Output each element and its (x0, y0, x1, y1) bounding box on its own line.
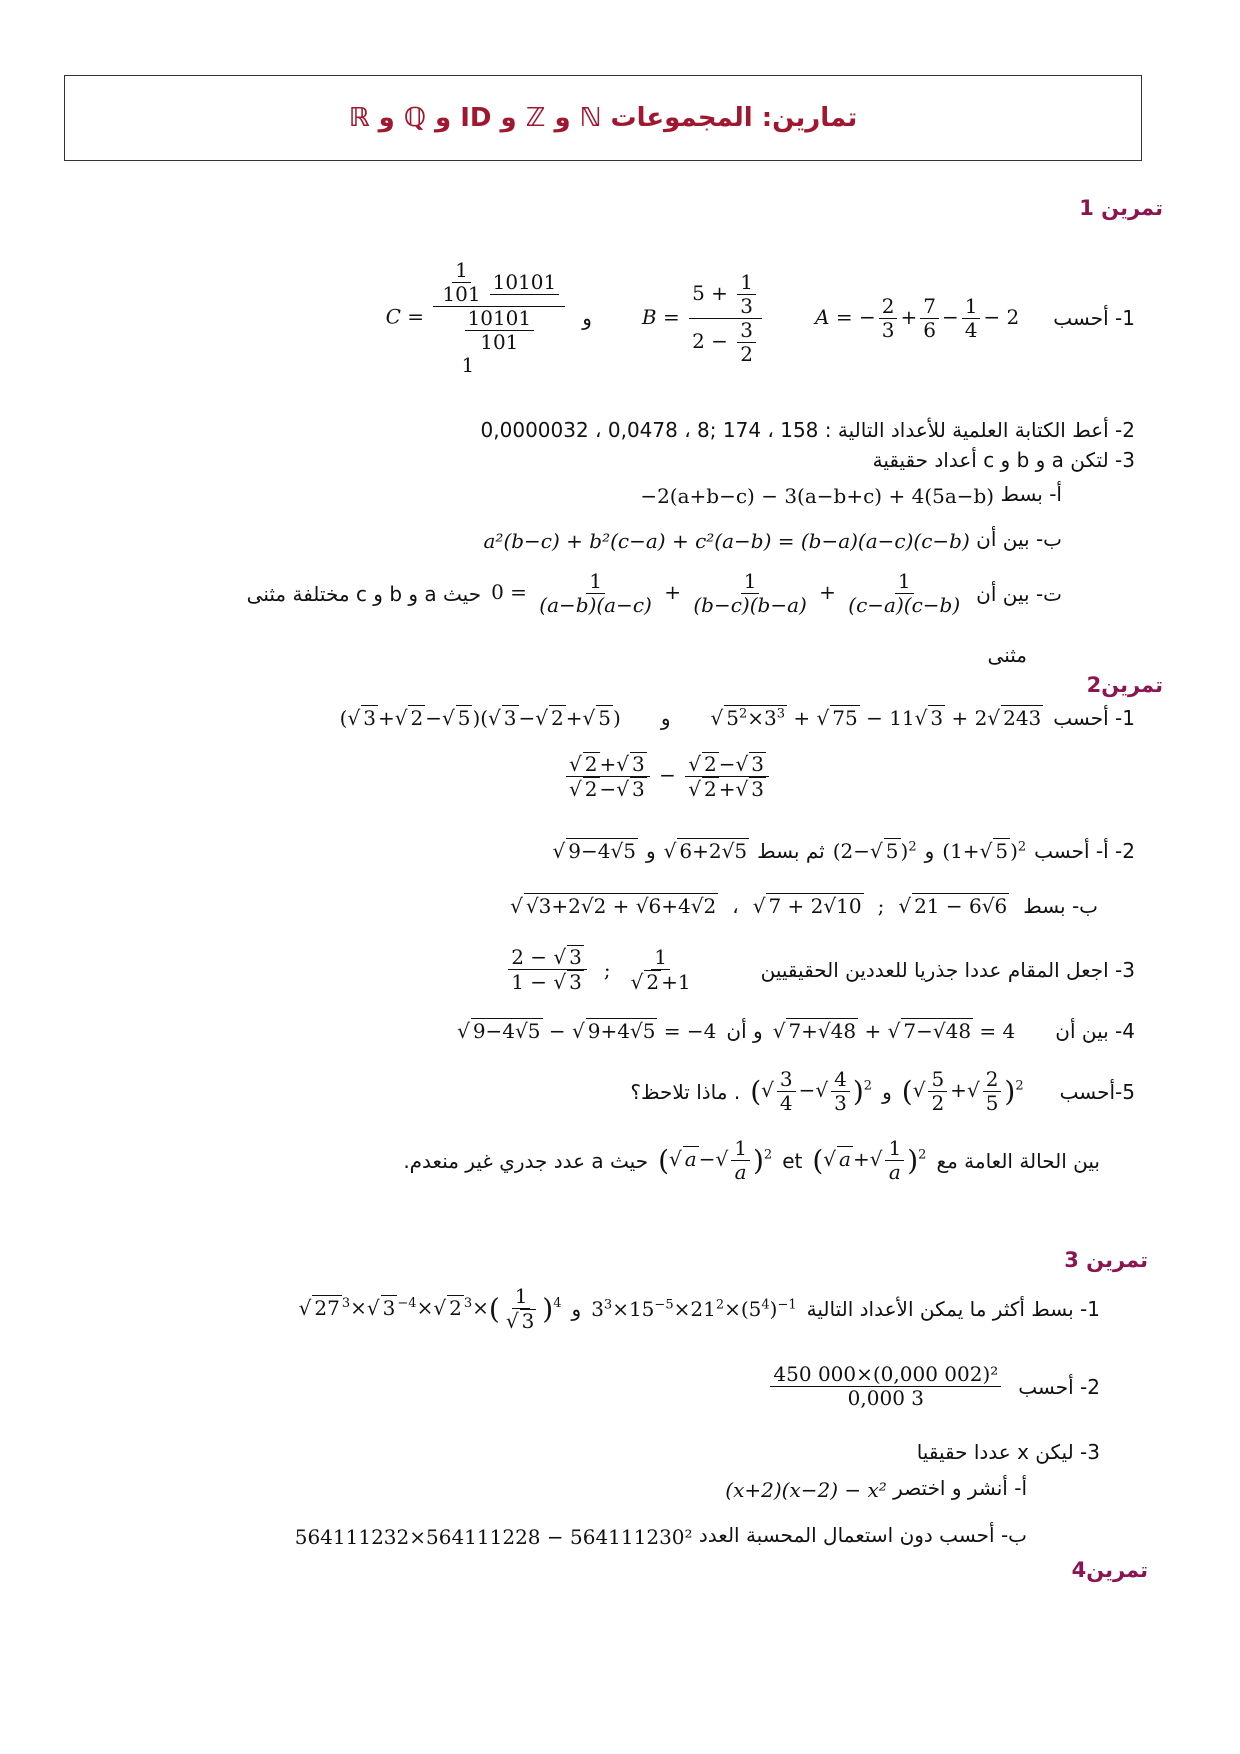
ex1-q3b-label: ب- بين أن (976, 527, 1062, 551)
ex2-q5-label: 5-أحسب (1059, 1079, 1135, 1104)
ex2-q4 (457, 1018, 1135, 1043)
and-word: و (645, 838, 656, 863)
ex3-q2-num: 450 000×(0,000 002)² (770, 1363, 1001, 1387)
expr-B: B = 5 + $\frac{1}{3}$ 2 − $\frac{3}{2}$ (642, 271, 765, 366)
ex3-q2-label: 2- أحسب (1018, 1374, 1100, 1399)
ex2-q4-e2: √ 9−4√ 5 − √ 9+4√ 5 = −4 (457, 1018, 716, 1043)
ex1-q1 (386, 222, 1135, 414)
and-word: و (882, 1079, 892, 1104)
ex2-q2a (553, 838, 1135, 863)
separator: ، (732, 893, 739, 918)
ex2-q2a-label: 2- أ- أحسب (1034, 838, 1135, 863)
ex3-q3b-label: ب- أحسب دون استعمال المحسبة العدد (698, 1523, 1027, 1547)
title-box (64, 75, 1142, 161)
ex2-q3 (505, 945, 1135, 994)
ex2-q1-e1: √ $5^2\times 3^3$ + √ 75 − 11√ 3 + 2√ 243 (711, 705, 1044, 730)
ex2-q1-e3: √ 2 +√ 3 √ 2 −√ 3 − √ 2 −√ 3 √ 2 +√ 3 (563, 752, 772, 801)
and-word: و (924, 838, 935, 863)
ex3-q3a-expr: (x+2)(x−2) − x² (725, 1477, 887, 1502)
ex2-q4-and: و أن (726, 1018, 763, 1043)
separator: ; (603, 957, 611, 982)
ex3-q1-e2: √ 27 $^3$×√ 3 $^{-4}$×√ 2 $^3$×( 1 √ 3 )$^4$ (299, 1285, 562, 1333)
separator: ; (877, 893, 885, 918)
ex3-q1 (299, 1285, 1100, 1333)
ex2-q4-e1: √ 7+√ 48 + √ 7−√ 48 = 4 (773, 1018, 1016, 1043)
ex2-q2b-label: ب- بسط (1023, 893, 1098, 918)
expr-A: A = − $\frac{2}{3}$ + $\frac{7}{6}$ − $\frac{1}{4}$ − 2 (815, 293, 1020, 342)
ex1-q3a-label: أ- بسط (1000, 482, 1062, 506)
exercise-1-title: تمرين 1 (1079, 196, 1163, 220)
ex1-q3c (247, 570, 1062, 617)
ex3-q3b (295, 1523, 1027, 1549)
ex2-q1 (340, 705, 1135, 730)
ex3-q3b-expr: 564111232×564111228 − 564111230² (294, 1524, 693, 1549)
ex3-q2-den: 0,000 3 (847, 1386, 925, 1410)
ex3-q1-label: 1- بسط أكثر ما يمكن الأعداد التالية (806, 1297, 1100, 1321)
and-word: و (582, 306, 592, 330)
ex2-q2b-e1: √ 21 − 6√ 6 (898, 893, 1009, 918)
ex1-q3b-expr: a²(b−c) + b²(c−a) + c²(a−b) = (b−a)(a−c)(c−b) (483, 528, 970, 553)
expr-C: C = $\frac{1}{101}$ 10101 $\frac{10101}{101}$ 1 (386, 259, 569, 377)
ex2-q4-label: 4- بين أن (1055, 1018, 1135, 1043)
ex2-q2a-then: ثم بسط (757, 838, 825, 863)
page-title: تمارين: المجموعات ℕ و ℤ و ID و ℚ و ℝ (348, 103, 858, 133)
ex2-q6-et: et (782, 1148, 803, 1173)
and-word: و (571, 1297, 582, 1321)
ex3-q1-e1: $3^3\times 15^{-5}\times 21^2\times(5^4)^{-1}$ (591, 1297, 797, 1321)
ex1-q3c-label: ت- بين أن (976, 581, 1062, 606)
ex1-q3c-cond: حيث a و b و c مختلفة مثنى (246, 581, 482, 606)
ex2-q2a-e3: √ 6+2√ 5 (664, 838, 749, 863)
ex2-q5 (630, 1068, 1135, 1115)
ex2-q5-tail: . ماذا تلاحظ؟ (630, 1079, 741, 1104)
ex2-q3-e2: $\frac{2 - √ 3}{1 - √ 3}$ (505, 945, 590, 994)
ex2-q2b-e3: √ √ 3+2√ 2 + √ 6+4√ 2 (510, 893, 718, 918)
ex3-q2-frac (767, 1363, 1004, 1410)
ex2-q5-e1: (√ $\frac{5}{2}$ +√ $\frac{2}{5}$ )$^2$ (902, 1068, 1024, 1115)
ex2-q6 (403, 1137, 1100, 1184)
ex3-q3: 3- ليكن x عددا حقيقيا (916, 1440, 1100, 1464)
ex1-q3a-expr: −2(a+b−c) − 3(a−b+c) + 4(5a−b) (640, 483, 995, 508)
ex2-q3-label: 3- اجعل المقام عددا جذريا للعددين الحقيقيين (760, 957, 1135, 982)
ex2-q2a-e1: (1+√ 5 )$^2$ (942, 838, 1026, 863)
ex2-q2a-e2: (2−√ 5 )$^2$ (833, 838, 917, 863)
ex2-q6-label: بين الحالة العامة مع (936, 1148, 1100, 1173)
ex2-q2b-e2: √ 7 + 2√ 10 (753, 893, 864, 918)
ex3-q3a-label: أ- أنشر و اختصر (893, 1476, 1027, 1500)
ex3-q2 (767, 1363, 1100, 1410)
ex2-q3-e1: 1 √ 2 +1 (625, 946, 697, 994)
exercise-2-title: تمرين2 (1086, 673, 1163, 697)
ex2-q6-tail: حيث a عدد جدري غير منعدم. (403, 1148, 649, 1173)
ex1-q3c-cont: مثنى (987, 643, 1027, 667)
ex3-q3a (725, 1476, 1027, 1502)
ex1-q3c-expr: 0 = $\frac{1}{(a-b)(a-c)}$ + $\frac{1}{(b-c)(b-a)}$ + $\frac{1}{(c-a)(c-b)}$ (491, 569, 961, 617)
ex1-q3b (484, 527, 1063, 553)
ex2-q1-e2: (√ 3 +√ 2 −√ 5 )(√ 3 −√ 2 +√ 5 ) (340, 705, 621, 730)
ex1-q1-label: 1- أحسب (1053, 306, 1135, 330)
ex1-q3: 3- لتكن a و b و c أعداد حقيقية (872, 448, 1135, 472)
ex2-q2b (510, 893, 1098, 918)
and-word: و (660, 705, 671, 730)
exercise-3-title: تمرين 3 (1064, 1248, 1148, 1272)
ex2-q6-e1: (√ a +√ $\frac{1}{a}$ )$^2$ (812, 1137, 926, 1184)
ex2-q6-e2: (√ a −√ $\frac{1}{a}$ )$^2$ (658, 1137, 772, 1184)
ex2-q1-label: 1- أحسب (1053, 705, 1135, 730)
ex1-q2: 2- أعط الكتابة العلمية للأعداد التالية : 158 ، 174 ;8 ، 0,0478 ، 0,0000032 (480, 418, 1135, 442)
ex2-q2a-e4: √ 9−4√ 5 (553, 838, 638, 863)
exercise-4-title: تمرين4 (1071, 1558, 1148, 1582)
ex2-q5-e2: (√ $\frac{3}{4}$ −√ $\frac{4}{3}$ )$^2$ (750, 1068, 872, 1115)
ex1-q3a (640, 482, 1062, 508)
